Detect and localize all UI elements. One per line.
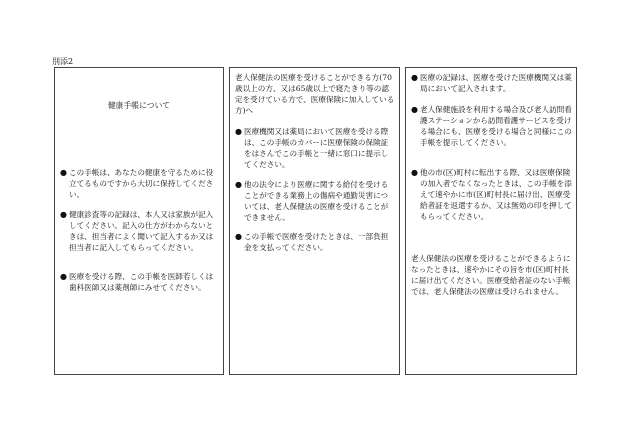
bullet-icon: ● bbox=[235, 232, 242, 241]
list-item bbox=[235, 231, 395, 253]
item-text: この手帳で医療を受けたときは、一部負担金を支払ってください。 bbox=[244, 232, 389, 252]
item-text: 他の市(区)町村に転出する際、又は医療保険の加入者でなくなったときは、この手帳を添えて速やかに市(区)町村長に届け出、医療受給者証を返還するか、又は無効の印を押してもらってください。 bbox=[420, 168, 572, 221]
bullet-icon: ● bbox=[411, 73, 418, 82]
middle-panel bbox=[229, 67, 400, 375]
bullet-icon: ● bbox=[411, 105, 418, 114]
bullet-icon: ● bbox=[60, 272, 67, 281]
bullet-icon: ● bbox=[235, 180, 242, 189]
item-text: 老人保健施設を利用する場合及び老人訪問看護ステーションから訪問看護サービスを受ける場合にも、医療を受ける場合と同様にこの手帳を提示してください。 bbox=[420, 105, 572, 147]
bullet-icon: ● bbox=[411, 168, 418, 177]
bullet-icon: ● bbox=[235, 127, 242, 136]
bullet-icon: ● bbox=[60, 168, 67, 177]
list-item bbox=[235, 126, 395, 170]
list-item bbox=[411, 72, 572, 94]
list-item bbox=[411, 167, 572, 222]
panel-title: 健康手帳について bbox=[107, 101, 171, 110]
item-text: 医療機関又は薬局において医療を受ける際は、この手帳のカバーに医療保険の保険証をはさんでこの手帳と一緒に窓口に提示してください。 bbox=[244, 127, 389, 169]
left-panel bbox=[54, 67, 224, 375]
bullet-icon: ● bbox=[60, 210, 67, 219]
note-text: 老人保健法の医療を受けることができるようになったときは、速やかにその旨を市(区)町村長に届け出てください。医療受給者証のない手帳では、老人保健法の医療は受けられません。 bbox=[411, 254, 571, 296]
item-text: この手帳は、あなたの健康を守るために役立てるものですから大切に保持してください。 bbox=[69, 168, 214, 199]
list-item bbox=[60, 271, 219, 293]
item-text: 医療の記録は、医療を受けた医療機関又は薬局において記入されます。 bbox=[420, 73, 572, 93]
intro-text: 老人保健法の医療を受けることができる方(70歳以上の方、又は65歳以上で寝たきり等の認定を受けている方で、医療保険に加入している方)へ bbox=[235, 73, 395, 115]
item-text: 医療を受ける際、この手帳を医師若しくは歯科医師又は薬剤師にみせてください。 bbox=[69, 272, 214, 292]
list-item bbox=[60, 209, 219, 253]
list-item bbox=[235, 179, 395, 223]
item-text: 他の法令により医療に関する給付を受けることができる業務上の傷病や通勤災害については、老人保健法の医療を受けることができません。 bbox=[244, 180, 389, 222]
list-item bbox=[60, 167, 219, 200]
list-item bbox=[411, 104, 572, 148]
attachment-label: 別添2 bbox=[52, 57, 74, 66]
right-panel bbox=[405, 67, 577, 375]
item-text: 健康診査等の記録は、本人又は家族が記入してください。記入の仕方がわからないときは、担当者によく聞いて記入するか又は担当者に記入してもらってください。 bbox=[69, 210, 214, 252]
